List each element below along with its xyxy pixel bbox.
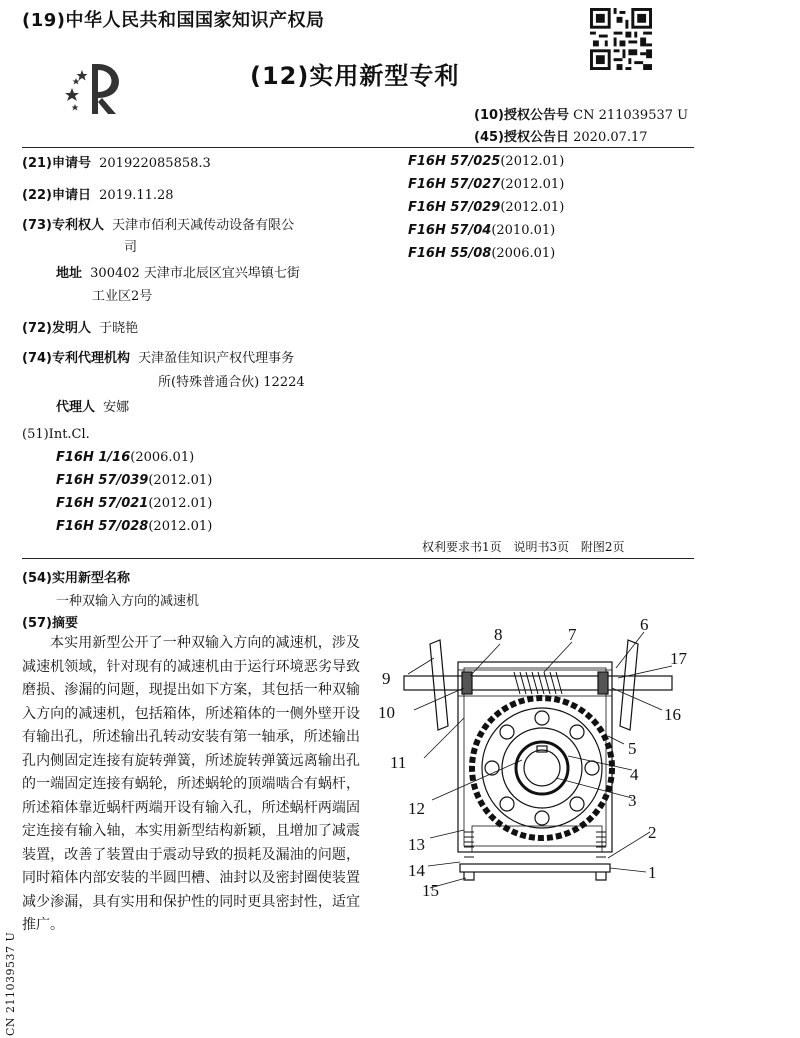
callout-label: 6: [640, 615, 649, 634]
side-patent-number: CN 211039537 U: [4, 931, 17, 1036]
agency-line-2: 所(特殊普通合伙) 12224: [158, 375, 305, 390]
agent-name: 安娜: [103, 400, 130, 415]
int-cl-version: (2012.01): [500, 154, 565, 169]
address-line-1: 300402 天津市北辰区宜兴埠镇七街: [90, 266, 300, 281]
reducer-drawing: [372, 610, 702, 910]
callout-label: 1: [648, 863, 657, 882]
int-cl-version: (2010.01): [491, 223, 556, 238]
application-number: 201922085858.3: [99, 156, 211, 171]
office-name: (19)中华人民共和国国家知识产权局: [22, 10, 325, 31]
address-label: 地址: [56, 266, 83, 281]
page-count-summary: 权利要求书1页 说明书3页 附图2页: [422, 540, 625, 554]
abstract-text: 本实用新型公开了一种双输入方向的减速机，涉及减速机领域，针对现有的减速机由于运行环境恶劣导致磨损、渗漏的问题，现提出如下方案，其包括一种双输入方向的减速机，包括箱体，所述箱体的一侧外壁开设有输出孔，所述输出孔转动安装有第一轴承，所述输出孔内侧固定连接有旋转弹簧，所述旋转弹簧远离输出孔的一端固定连接有蜗轮，所述蜗轮的顶端啮合有蜗杆，所述箱体靠近蜗杆两端开设有输入孔，所述蜗杆两端固定连接有输入轴，本实用新型结构新颖，且增加了减震装置，改善了装置由于震动导致的损耗及漏油的问题，同时箱体内部安装的半圆凹槽、油封以及密封圈使装置减少渗漏，具有实用和保护性的同时更具密封性，适宜推广。: [22, 635, 360, 933]
utility-model-title-label: [22, 567, 130, 586]
int-cl-label: (51)Int.Cl.: [22, 427, 90, 442]
cnipa-logo-icon: [62, 58, 132, 118]
right-bearing: [598, 672, 608, 694]
application-date-label: (22)申请日: [22, 188, 91, 203]
document-type-title: (12)实用新型专利: [250, 62, 460, 90]
section-divider: [22, 558, 694, 559]
int-cl-code: F16H 57/025: [408, 154, 501, 169]
int-cl-code: F16H 57/027: [408, 177, 501, 192]
int-cl-item: [56, 473, 212, 488]
inventor-name: 于晓艳: [99, 321, 139, 336]
int-cl-item: [408, 223, 555, 238]
callout-label: 11: [390, 753, 407, 772]
callout-label: 16: [664, 705, 681, 724]
callout-label: 2: [648, 823, 657, 842]
int-cl-code: F16H 57/028: [56, 519, 149, 534]
callout-label: 13: [408, 835, 425, 854]
base-plate: [460, 864, 610, 872]
int-cl-item: [56, 450, 194, 465]
feet: [464, 872, 606, 880]
int-cl-code: F16H 57/039: [56, 473, 149, 488]
agency-row: [22, 347, 294, 366]
int-cl-version: (2012.01): [148, 496, 213, 511]
address-line-2: 工业区2号: [92, 289, 153, 304]
publication-number-label: (10)授权公告号: [474, 108, 569, 123]
int-cl-item: [408, 246, 555, 261]
right-flange: [620, 640, 638, 730]
agency-label: (74)专利代理机构: [22, 351, 130, 366]
callout-label: 15: [422, 881, 439, 900]
callout-label: 10: [378, 703, 395, 722]
agent-row: [56, 396, 129, 415]
utility-model-title: 一种双输入方向的减速机: [56, 594, 200, 609]
agency-line-1: 天津盈佳知识产权代理事务: [138, 351, 295, 366]
int-cl-version: (2012.01): [148, 519, 213, 534]
int-cl-version: (2012.01): [148, 473, 213, 488]
int-cl-version: (2012.01): [500, 177, 565, 192]
patentee-row: [22, 214, 294, 233]
callout-label: 4: [630, 765, 639, 784]
title-label-text: (54)实用新型名称: [22, 571, 130, 586]
callout-label: 7: [568, 625, 577, 644]
int-cl-item: [408, 200, 564, 215]
int-cl-code: F16H 55/08: [408, 246, 492, 261]
application-date: 2019.11.28: [99, 188, 174, 203]
worm-wheel: [472, 698, 612, 838]
callout-label: 14: [408, 861, 425, 880]
int-cl-version: (2006.01): [130, 450, 195, 465]
callout-label: 17: [670, 649, 687, 668]
int-cl-item: [408, 154, 564, 169]
header-divider: [22, 147, 694, 148]
worm-thread: [514, 672, 562, 694]
abstract-label: [22, 612, 78, 631]
publication-number-row: [474, 104, 688, 123]
publication-date-row: [474, 126, 648, 145]
callout-label: 12: [408, 799, 425, 818]
agent-label: 代理人: [56, 400, 96, 415]
application-number-label: (21)申请号: [22, 156, 91, 171]
left-flange: [430, 640, 448, 730]
publication-date: 2020.07.17: [573, 130, 648, 145]
qr-code-icon: [590, 8, 652, 70]
inventor-label: (72)发明人: [22, 321, 91, 336]
application-number-row: [22, 152, 211, 171]
int-cl-code: F16H 57/04: [408, 223, 492, 238]
int-cl-item: [408, 177, 564, 192]
callout-label: 5: [628, 739, 637, 758]
publication-date-label: (45)授权公告日: [474, 130, 569, 145]
callout-label: 8: [494, 625, 503, 644]
inventor-row: [22, 317, 138, 336]
int-cl-code: F16H 57/029: [408, 200, 501, 215]
int-cl-item: [56, 519, 212, 534]
patentee-line-2: 司: [124, 240, 138, 255]
abstract-label-text: (57)摘要: [22, 616, 78, 631]
abstract-body: [22, 632, 360, 938]
publication-number: CN 211039537 U: [573, 108, 689, 123]
patentee-label: (73)专利权人: [22, 218, 104, 233]
application-date-row: [22, 184, 174, 203]
address-row: [56, 262, 300, 281]
callout-label: 3: [628, 791, 637, 810]
patentee-line-1: 天津市佰利天减传动设备有限公: [112, 218, 295, 233]
int-cl-code: F16H 1/16: [56, 450, 131, 465]
int-cl-code: F16H 57/021: [56, 496, 149, 511]
callout-label: 9: [382, 669, 391, 688]
int-cl-item: [56, 496, 212, 511]
int-cl-version: (2012.01): [500, 200, 565, 215]
int-cl-version: (2006.01): [491, 246, 556, 261]
